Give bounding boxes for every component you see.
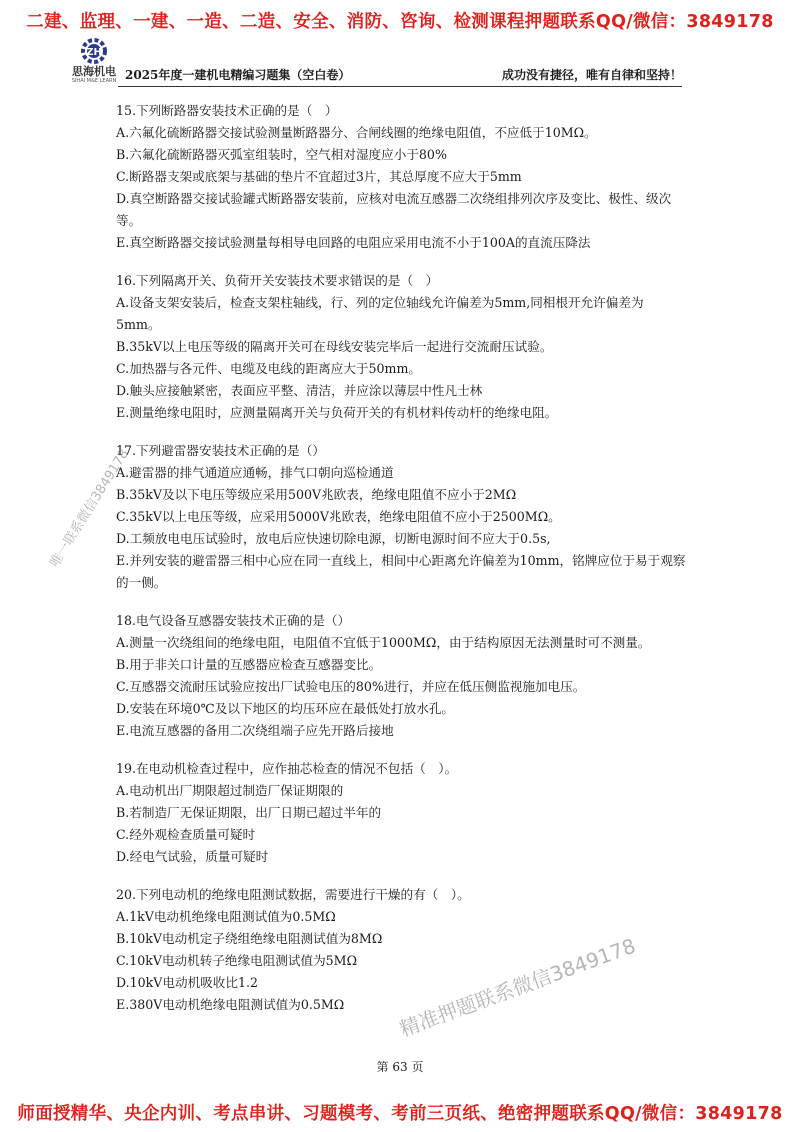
option-d: D.工频放电电压试验时，放电后应快速切除电源，切断电源时间不应大于0.5s,	[116, 531, 551, 546]
question-20	[116, 884, 686, 1016]
watermark-right: 精准押题联系微信3849178	[396, 933, 639, 1042]
question-17	[116, 440, 686, 594]
question-title: 20.下列电动机的绝缘电阻测试数据，需要进行干燥的有（ ）。	[116, 887, 470, 902]
option-b: B.若制造厂无保证期限，出厂日期已超过半年的	[116, 805, 382, 820]
question-18	[116, 610, 686, 742]
option-b: B.10kV电动机定子绕组绝缘电阻测试值为8MΩ	[116, 931, 383, 946]
option-c: C.加热器与各元件、电缆及电线的距离应大于50mm。	[116, 361, 421, 376]
option-a: A.电动机出厂期限超过制造厂保证期限的	[116, 783, 344, 798]
option-a: A.1kV电动机绝缘电阻测试值为0.5MΩ	[116, 909, 336, 924]
question-title: 16.下列隔离开关、负荷开关安装技术要求错误的是（ ）	[116, 273, 439, 288]
header-slogan: 成功没有捷径，唯有自律和坚持！	[501, 68, 682, 82]
option-d: D.触头应接触紧密，表面应平整、清洁，并应涂以薄层中性凡士林	[116, 383, 483, 398]
option-a: A.测量一次绕组间的绝缘电阻，电阻值不宜低于1000MΩ，由于结构原因无法测量时可不测量。	[116, 635, 651, 650]
question-title: 18.电气设备互感器安装技术正确的是（）	[116, 613, 351, 628]
option-a: A.六氟化硫断路器交接试验测量断路器分、合闸线圈的绝缘电阻值，不应低于10MΩ。	[116, 125, 597, 140]
page-number: 第 63 页	[376, 1060, 424, 1074]
option-b: B.35kV以上电压等级的隔离开关可在母线安装完毕后一起进行交流耐压试验。	[116, 339, 553, 354]
option-a: A.设备支架安装后，检查支架柱轴线，行、列的定位轴线允许偏差为5mm,同相根开允许偏差为5mm。	[116, 295, 644, 332]
logo-subtitle: SIHAI M&E LEARN	[71, 78, 117, 84]
question-15	[116, 100, 686, 254]
option-c: C.10kV电动机转子绝缘电阻测试值为5MΩ	[116, 953, 358, 968]
option-d: D.真空断路器交接试验罐式断路器安装前，应核对电流互感器二次绕组排列次序及变比、极性、级次等。	[116, 191, 672, 228]
option-a: A.避雷器的排气通道应通畅，排气口朝向巡检通道	[116, 465, 394, 480]
option-e: E.测量绝缘电阻时，应测量隔离开关与负荷开关的有机材料传动杆的绝缘电阻。	[116, 405, 558, 420]
option-b: B.35kV及以下电压等级应采用500V兆欧表，绝缘电阻值不应小于2MΩ	[116, 487, 517, 502]
question-19	[116, 758, 686, 868]
option-e: E.380V电动机绝缘电阻测试值为0.5MΩ	[116, 997, 345, 1012]
question-list	[116, 100, 686, 1032]
header-divider	[118, 86, 682, 87]
option-d: D.10kV电动机吸收比1.2	[116, 975, 258, 990]
question-title: 15.下列断路器安装技术正确的是（ ）	[116, 103, 338, 118]
option-b: B.用于非关口计量的互感器应检查互感器变比。	[116, 657, 382, 672]
option-c: C.35kV以上电压等级，应采用5000V兆欧表，绝缘电阻值不应小于2500MΩ。	[116, 509, 561, 524]
option-b: B.六氟化硫断路器灭弧室组装时，空气相对湿度应小于80%	[116, 147, 447, 162]
option-e: E.电流互感器的备用二次绕组端子应先开路后接地	[116, 723, 394, 738]
option-c: C.互感器交流耐压试验应按出厂试验电压的80%进行，并应在低压侧监视施加电压。	[116, 679, 586, 694]
bottom-promo-banner: 师面授精华、央企内训、考点串讲、习题模考、考前三页纸、绝密押题联系QQ/微信：3849178	[17, 1104, 783, 1124]
option-d: D.经电气试验，质量可疑时	[116, 849, 269, 864]
svg-text:ZH: ZH	[86, 47, 102, 58]
option-c: C.经外观检查质量可疑时	[116, 827, 256, 842]
question-16	[116, 270, 686, 424]
option-c: C.断路器支架或底架与基础的垫片不宜超过3片，其总厚度不应大于5mm	[116, 169, 522, 184]
question-title: 17.下列避雷器安装技术正确的是（）	[116, 443, 325, 458]
document-title: 2025年度一建机电精编习题集（空白卷）	[125, 68, 351, 82]
logo-name: 思海机电	[72, 65, 116, 78]
question-title: 19.在电动机检查过程中，应作抽芯检查的情况不包括（ ）。	[116, 761, 458, 776]
watermark-left: 唯一联系微信3849178	[47, 446, 133, 571]
option-e: E.真空断路器交接试验测量每相导电回路的电阻应采用电流不小于100A的直流压降法	[116, 235, 591, 250]
option-d: D.安装在环境0℃及以下地区的均压环应在最低处打放水孔。	[116, 701, 455, 716]
top-promo-banner: 二建、监理、一建、一造、二造、安全、消防、咨询、检测课程押题联系QQ/微信：3849178	[26, 12, 774, 32]
option-e: E.并列安装的避雷器三相中心应在同一直线上，相间中心距离允许偏差为10mm，铭牌应位于易于观察的一侧。	[116, 553, 686, 590]
publisher-logo	[66, 36, 122, 86]
gear-logo-icon	[78, 36, 110, 66]
